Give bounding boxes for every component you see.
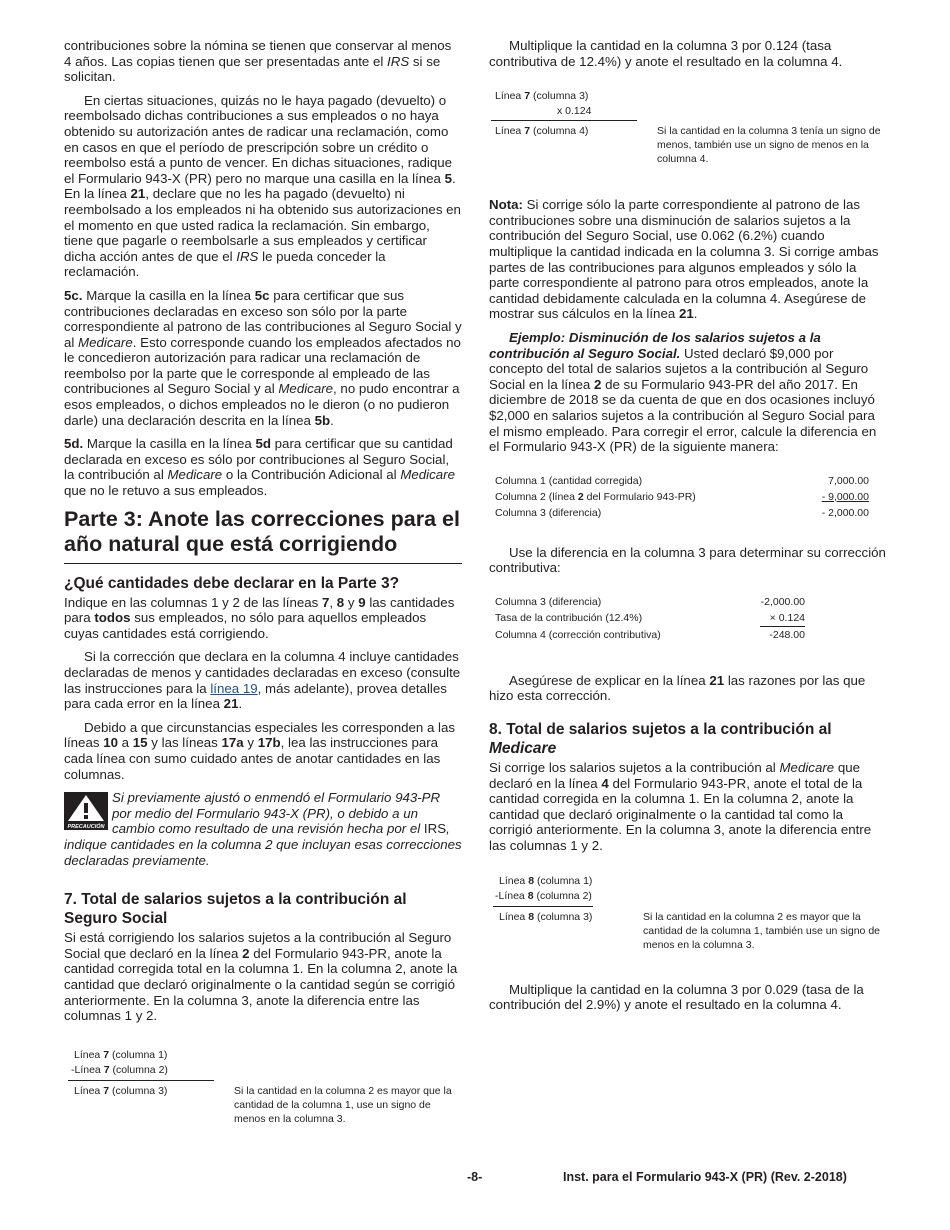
calc7b-row1: Línea 7 (columna 3) <box>495 90 589 103</box>
left-column <box>64 38 462 1128</box>
example-table-2 <box>495 594 805 643</box>
calc7b-divider <box>491 120 637 121</box>
calc8-row1: Línea 8 (columna 1) <box>499 874 593 887</box>
paragraph-section-8: Si corrige los salarios sujetos a la contribución al Medicare que declaró en la línea 4 del Formulario 943-PR, anote el total de la cantidad corregida en la columna 1. En la columna 2, anote la cantidad que declaró originalmente o la cantidad tal como la corrigió anteriormente. En la columna 3, anote la diferencia entre las columnas 1 y 2. <box>489 760 872 854</box>
caution-icon <box>64 792 108 830</box>
calc-line-8 <box>489 874 887 982</box>
calc8-divider <box>493 906 593 907</box>
paragraph-5c: 5c. Marque la casilla en la línea 5c para certificar que sus contribuciones declaradas en exceso son sólo por la parte correspondiente al patrono de las contribuciones al Seguro Social y al Medicare. Esto corresponde cuando los empleados afectados no le concedieron autorización para radicar una reclamación de reembolso por la parte que le corresponde al empleado de las contribuciones al Seguro Social y al Medicare, no pudo encontrar a esos empleados, o dichos empleados no le dieron (o no pudieron darle) una declaración descrita en la línea 5b. <box>64 287 462 428</box>
part3-heading: Parte 3: Anote las correcciones para el año natural que está corrigiendo <box>64 507 462 564</box>
right-column <box>489 38 887 1021</box>
calc-line-7-col4 <box>489 89 887 181</box>
caution-note: PRECAUCIÓN Si previamente ajustó o enmendó el Formulario 943-PR por medio del Formulario 943-X (PR), o debido a un cambio como resultado de una revisión hecha por el IRS, indique cantidades en la columna 2 que incluyan esas correcciones declaradas previamente. <box>64 790 462 868</box>
calc-line-7 <box>64 1048 462 1128</box>
paragraph-ejemplo: Ejemplo: Disminución de los salarios sujetos a la contribución al Seguro Social. Usted declaró $9,000 por concepto del total de salarios sujetos a la contribución al Seguro Social en la línea 2 de su Formulario 943-PR del año 2017. En diciembre de 2018 se da cuenta de que en dos ocasiones incluyó $2,000 en salarios sujetos a la contribución al Seguro Social para el mismo empleado. Para corregir el error, calcule la diferencia en el Formulario 943-X (PR) de la siguiente manera: <box>489 329 877 455</box>
calc7-row3: Línea 7 (columna 3) <box>74 1084 168 1097</box>
table2-row: Tasa de la contribución (12.4%) × 0.124 <box>495 610 805 627</box>
paragraph-multiply-124: Multiplique la cantidad en la columna 3 por 0.124 (tasa contributiva de 12.4%) y anote el resultado en la columna 4. <box>489 38 843 69</box>
question-heading: ¿Qué cantidades debe declarar en la Parte 3? <box>64 574 400 592</box>
calc7-row1: Línea 7 (columna 1) <box>74 1048 168 1061</box>
table1-row: Columna 3 (diferencia) - 2,000.00 <box>495 506 869 519</box>
calc8-note: Si la cantidad en la columna 2 es mayor que la cantidad de la columna 1, también use un signo de menos en la columna 3. <box>643 910 880 951</box>
calc8-row2: -Línea 8 (columna 2) <box>495 889 592 902</box>
calc7-note: Si la cantidad en la columna 2 es mayor que la cantidad de la columna 1, use un signo de menos en la columna 3. <box>234 1084 452 1125</box>
calc7-divider <box>68 1080 214 1081</box>
example-table-1 <box>495 473 869 521</box>
page-number: -8- <box>467 1170 483 1184</box>
calc8-row3: Línea 8 (columna 3) <box>499 910 593 923</box>
paragraph-multiply-029: Multiplique la cantidad en la columna 3 por 0.029 (tasa de la contribución del 2.9%) y anote el resultado en la columna 4. <box>489 981 864 1013</box>
section-7-heading: 7. Total de salarios sujetos a la contribución al Seguro Social <box>64 891 407 928</box>
paragraph-explain: Asegúrese de explicar en la línea 21 las razones por las que hizo esta corrección. <box>489 672 866 704</box>
table1-row: Columna 2 (línea 2 del Formulario 943-PR) - 9,000.00 <box>495 490 869 503</box>
paragraph-section-7: Si está corrigiendo los salarios sujetos a la contribución al Seguro Social que declaró en la línea 2 del Formulario 943-PR, anote la cantidad corregida total en la columna 1. En la columna 2, anote la cantidad que declaró originalmente o la cantidad según se corrigió anteriormente. En la columna 3, anote la diferencia entre las columnas 1 y 2. <box>64 930 458 1024</box>
document-title: Inst. para el Formulario 943-X (PR) (Rev. 2-2018) <box>563 1170 847 1184</box>
calc7b-note: Si la cantidad en la columna 3 tenía un signo de menos, también use un signo de menos en la columna 4. <box>657 125 881 166</box>
paragraph-nota: Nota: Si corrige sólo la parte correspondiente al patrono de las contribuciones sobre una disminución de salarios sujetos a la contribución del Seguro Social, use 0.062 (6.2%) cuando multiplique la cantidad indicada en la columna 3. Si corrige ambas partes de las contribuciones para algunos empleados y sólo la parte correspondiente al patrono para otros empleados, anote la cantidad debidamente calculada en la columna 4. Asegúrese de mostrar sus cálculos en la línea 21. <box>489 197 879 322</box>
line-19-link[interactable]: línea 19 <box>210 680 258 696</box>
paragraph-special: Debido a que circunstancias especiales les corresponden a las líneas 10 a 15 y las líneas 17a y 17b, lea las instrucciones para cada línea con sumo cuidado antes de anotar cantidades en las columnas. <box>64 719 456 782</box>
section-8-heading: 8. Total de salarios sujetos a la contribución al Medicare <box>489 721 832 758</box>
table2-row: Columna 3 (diferencia) -2,000.00 <box>495 595 805 608</box>
table1-row: Columna 1 (cantidad corregida) 7,000.00 <box>495 474 869 487</box>
paragraph-5d: 5d. Marque la casilla en la línea 5d para certificar que su cantidad declarada en exceso es sólo por contribuciones al Seguro Social, la contribución al Medicare o la Contribución Adicional al Medicare que no le retuvo a sus empleados. <box>64 436 455 499</box>
paragraph-use-difference: Use la diferencia en la columna 3 para determinar su corrección contributiva: <box>489 544 886 576</box>
calc7b-row3: Línea 7 (columna 4) <box>495 125 589 138</box>
paragraph-columns: Indique en las columnas 1 y 2 de las líneas 7, 8 y 9 las cantidades para todos sus empleados, no sólo para aquellos empleados cuyas cantidades está corrigiendo. <box>64 594 455 641</box>
calc7-row2: -Línea 7 (columna 2) <box>71 1063 168 1076</box>
paragraph-records: contribuciones sobre la nómina se tienen que conservar al menos 4 años. Las copias tienen que ser presentadas ante el IRS si se solicitan. <box>64 38 452 85</box>
paragraph-situations: En ciertas situaciones, quizás no le haya pagado (devuelto) o reembolsado dichas contribuciones a sus empleados o no haya obtenido su autorización antes de radicar una reclamación, como en casos en que el período de prescripción sobre un crédito o reembolso está a punto de vencer. En dichas situaciones, radique el Formulario 943-X (PR) pero no marque una casilla en la línea 5. En la línea 21, declare que no les ha pagado (devuelto) ni reembolsado a los empleados ni ha obtenido sus autorizaciones en el momento en que usted radica la reclamación. Sin embargo, tiene que pagarle o reembolsarle a sus empleados y certificar dicha acción antes de que el IRS le pueda conceder la reclamación. <box>64 92 461 280</box>
paragraph-correction: Si la corrección que declara en la columna 4 incluye cantidades declaradas de menos y cantidades declaradas en exceso (consulte las instrucciones para la línea 19, más adelante), provea detalles para cada error en la línea 21. <box>64 649 461 712</box>
calc7b-row2: x 0.124 <box>557 105 592 118</box>
table2-row: Columna 4 (corrección contributiva) -248.00 <box>495 628 805 641</box>
caution-label: PRECAUCIÓN <box>67 824 105 831</box>
